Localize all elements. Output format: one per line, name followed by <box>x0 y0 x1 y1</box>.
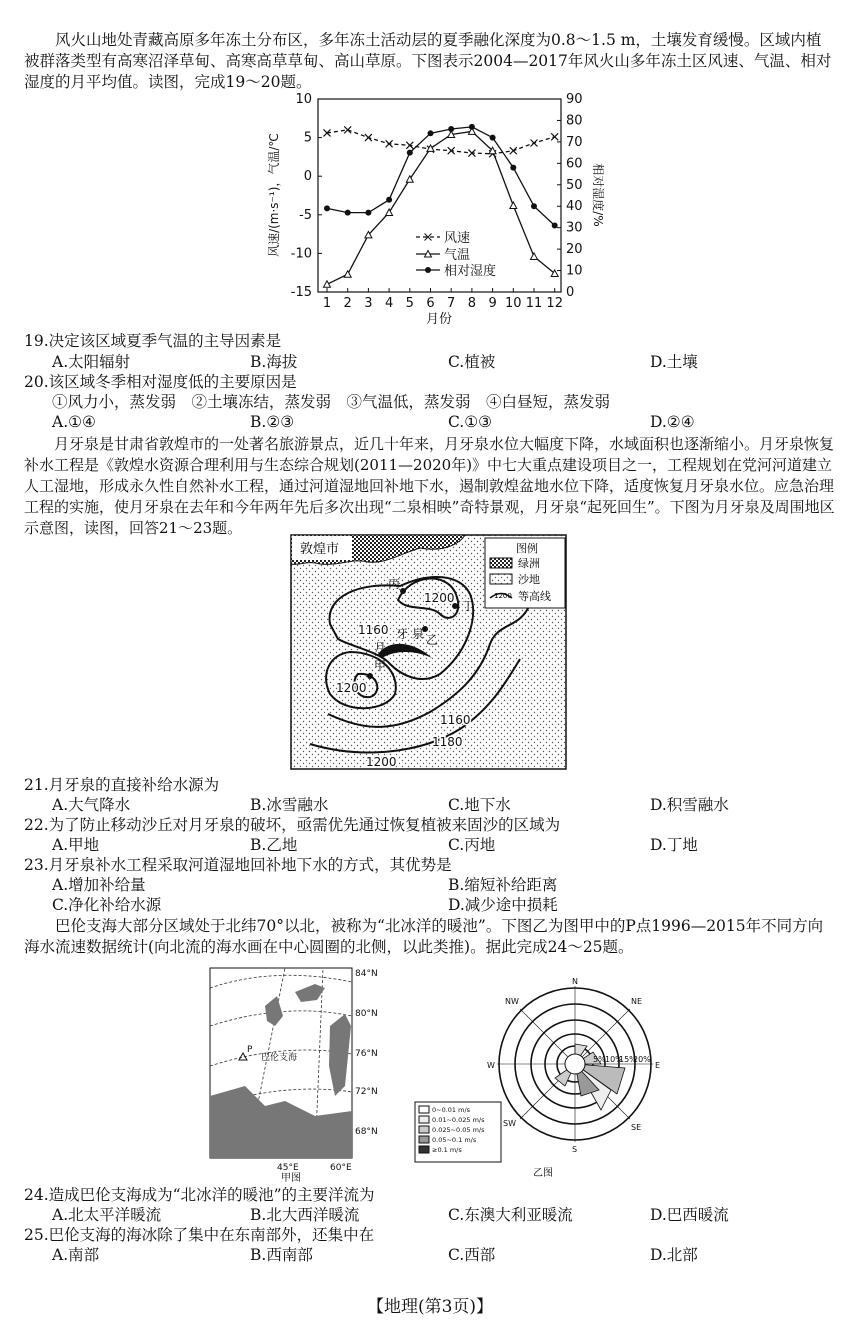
x-tick-label: 10 <box>505 296 522 311</box>
legend-item: 0.05~0.1 m/s <box>432 1136 477 1144</box>
y-left-tick-label: -5 <box>299 207 312 223</box>
q22-option-c[interactable]: C.丙地 <box>448 836 496 854</box>
legend-item: 0.025~0.05 m/s <box>432 1126 485 1134</box>
x-tick-label: 8 <box>467 296 477 311</box>
q20-option-a[interactable]: A.①④ <box>52 413 96 431</box>
spring-char-2: 牙 <box>396 627 409 641</box>
q22-option-d[interactable]: D.丁地 <box>650 836 698 854</box>
q21-option-a[interactable]: A.大气降水 <box>52 796 131 814</box>
label-ding: 丁 <box>462 599 475 613</box>
q19-stem: 19.决定该区域夏季气温的主导因素是 <box>24 332 282 350</box>
city-label: 敦煌市 <box>300 542 340 557</box>
rose-legend <box>415 1102 501 1162</box>
x-tick-label: 11 <box>525 296 543 311</box>
humidity-point <box>365 210 371 216</box>
label-yi: 乙 <box>426 633 439 647</box>
dir-ne: NE <box>631 997 643 1006</box>
legend-item: 0.01~0.025 m/s <box>432 1116 485 1124</box>
legend-sand: 沙地 <box>518 573 540 586</box>
wind-speed-point <box>510 147 517 154</box>
humidity-point <box>469 124 475 130</box>
temperature-point <box>510 202 517 209</box>
temperature-point <box>344 271 351 278</box>
humidity-point <box>448 126 454 132</box>
q19-option-a[interactable]: A.太阳辐射 <box>52 353 131 371</box>
wind-speed-point <box>531 140 538 147</box>
map-legend <box>485 538 565 608</box>
q25-option-c[interactable]: C.西部 <box>448 1246 496 1264</box>
q19-option-d[interactable]: D.土壤 <box>650 353 698 371</box>
pct-label: 5% <box>593 1055 606 1064</box>
climate-chart <box>260 92 605 330</box>
dir-se: SE <box>631 1123 642 1132</box>
q21-option-d[interactable]: D.积雪融水 <box>650 796 729 814</box>
humidity-point <box>531 203 537 209</box>
dir-n: N <box>572 977 578 986</box>
q23-stem: 23.月牙泉补水工程采取河道湿地回补地下水的方式，其优势是 <box>24 856 452 874</box>
contour-label: 1200 <box>366 755 397 769</box>
q23-option-a[interactable]: A.增加补给量 <box>52 876 146 894</box>
y-left-axis-label: 风速/(m·s⁻¹)，气温/℃ <box>267 133 281 257</box>
x-tick-label: 12 <box>546 296 563 311</box>
q24-stem: 24.造成巴伦支海成为“北冰洋的暖池”的主要洋流为 <box>24 1186 375 1204</box>
q24-option-b[interactable]: B.北大西洋暖流 <box>250 1206 360 1224</box>
y-left-tick-label: -10 <box>290 246 312 262</box>
spring-char-3: 泉 <box>412 627 425 641</box>
wind-speed-point <box>551 133 558 140</box>
figB-caption: 乙图 <box>533 1168 553 1179</box>
y-right-tick-label: 30 <box>566 220 583 236</box>
point-p-label: P <box>247 1045 253 1055</box>
q24-option-d[interactable]: D.巴西暖流 <box>650 1206 729 1224</box>
contour-label: 1200 <box>336 681 367 695</box>
x-tick-label: 1 <box>322 296 332 311</box>
current-rose-diagram <box>405 977 675 1186</box>
humidity-point <box>428 130 434 136</box>
q22-option-a[interactable]: A.甲地 <box>52 836 100 854</box>
legend-contour: 等高线 <box>518 590 551 603</box>
wind-speed-point <box>344 126 351 133</box>
lon-label: 45°E <box>277 1163 299 1173</box>
q20-option-d[interactable]: D.②④ <box>650 413 695 431</box>
contour-label: 1160 <box>440 713 471 727</box>
legend-contour-value: 1200 <box>494 592 512 600</box>
q23-option-c[interactable]: C.净化补给水源 <box>52 896 162 914</box>
q20-stem: 20.该区域冬季相对湿度低的主要原因是 <box>24 373 297 391</box>
x-tick-label: 2 <box>343 296 352 311</box>
legend-marker <box>425 267 431 273</box>
q20-option-c[interactable]: C.①③ <box>448 413 493 431</box>
intro-paragraph-2: 月牙泉是甘肃省敦煌市的一处著名旅游景点，近几十年来，月牙泉水位大幅度下降，水域面积也逐渐缩小。月牙泉恢复补水工程是《敦煌水资源合理利用与生态综合规划(2011—2020年)》中七大重点建设项目之一，工程规划在党河河道建立人工湿地，形成永久性自然补水工程，通过河道湿地回补地下水，遏制敦煌盆地水位下降，适度恢复月牙泉水位。应急治理工程的实施，使月牙泉在去年和今年两年先后多次出现“二泉相映”奇特景观，月牙泉“起死回生”。下图为月牙泉及周围地区示意图，读图，回答21～23题。 <box>24 435 835 537</box>
q24-option-a[interactable]: A.北太平洋暖流 <box>52 1206 162 1224</box>
wind-speed-point <box>386 140 393 147</box>
pct-label: 15% <box>619 1055 637 1064</box>
humidity-point <box>490 135 496 141</box>
dir-s: S <box>572 1145 578 1154</box>
barents-sea-map <box>205 966 395 1184</box>
temperature-point <box>531 253 538 260</box>
q20-items: ①风力小，蒸发弱 ②土壤冻结，蒸发弱 ③气温低，蒸发弱 ④白昼短，蒸发弱 <box>52 393 611 411</box>
spring-char-1: 月 <box>374 641 387 655</box>
temperature-point <box>324 281 331 288</box>
legend-item: 0~0.01 m/s <box>432 1106 471 1114</box>
y-right-tick-label: 90 <box>566 92 583 107</box>
dir-nw: NW <box>505 997 519 1006</box>
lat-label: 68°N <box>355 1127 378 1137</box>
y-right-tick-label: 10 <box>566 263 583 279</box>
q23-option-b[interactable]: B.缩短补给距离 <box>448 876 558 894</box>
contour-label: 1180 <box>432 735 463 749</box>
label-jia: 甲 <box>374 659 387 673</box>
q24-option-c[interactable]: C.东澳大利亚暖流 <box>448 1206 573 1224</box>
y-right-tick-label: 0 <box>566 285 575 300</box>
q22-option-b[interactable]: B.乙地 <box>250 836 298 854</box>
lat-label: 84°N <box>355 969 378 979</box>
contour-label: 1200 <box>424 591 455 605</box>
legend-label: 风速 <box>444 231 471 246</box>
legend-item: ≥0.1 m/s <box>432 1146 462 1154</box>
lat-label: 80°N <box>355 1009 378 1019</box>
y-left-tick-label: -15 <box>290 285 312 300</box>
q25-option-b[interactable]: B.西南部 <box>250 1246 313 1264</box>
q20-option-b[interactable]: B.②③ <box>250 413 295 431</box>
y-left-tick-label: 5 <box>303 130 312 146</box>
x-tick-label: 3 <box>364 296 373 311</box>
dir-sw: SW <box>503 1119 516 1128</box>
series-line-1 <box>327 131 555 284</box>
humidity-point <box>510 165 516 171</box>
q25-option-d[interactable]: D.北部 <box>650 1246 698 1264</box>
plot-frame <box>318 99 561 292</box>
figA-caption: 甲图 <box>281 1173 301 1184</box>
q22-stem: 22.为了防止移动沙丘对月牙泉的破坏，亟需优先通过恢复植被来固沙的区域为 <box>24 816 561 834</box>
x-axis-label: 月份 <box>425 312 453 327</box>
q21-option-c[interactable]: C.地下水 <box>448 796 511 814</box>
temperature-point <box>386 209 393 216</box>
q21-option-b[interactable]: B.冰雪融水 <box>250 796 329 814</box>
q25-stem: 25.巴伦支海的海冰除了集中在东南部外，还集中在 <box>24 1226 375 1244</box>
pct-label: 20% <box>633 1055 651 1064</box>
dir-w: W <box>487 1061 495 1070</box>
x-tick-label: 6 <box>426 296 435 311</box>
legend-oasis: 绿洲 <box>518 557 540 570</box>
humidity-point <box>324 205 330 211</box>
y-right-tick-label: 80 <box>566 113 583 129</box>
y-right-axis-label: 相对湿度/% <box>591 163 605 227</box>
q23-option-d[interactable]: D.减少途中损耗 <box>448 896 558 914</box>
y-right-tick-label: 60 <box>566 156 583 172</box>
y-left-tick-label: 10 <box>295 92 312 107</box>
contour-label: 1160 <box>358 623 389 637</box>
humidity-point <box>345 210 351 216</box>
x-tick-label: 9 <box>488 296 497 311</box>
y-right-tick-label: 40 <box>566 199 583 215</box>
y-right-tick-label: 70 <box>566 134 583 150</box>
page-footer: 【地理(第3页)】 <box>366 1297 494 1317</box>
legend-label: 相对湿度 <box>444 264 497 279</box>
legend-title: 图例 <box>516 542 538 555</box>
y-right-tick-label: 20 <box>566 242 583 258</box>
x-tick-label: 4 <box>384 296 394 311</box>
y-right-tick-label: 50 <box>566 177 583 193</box>
pct-label: 10% <box>605 1055 623 1064</box>
q25-option-a[interactable]: A.南部 <box>52 1246 100 1264</box>
x-tick-label: 5 <box>405 296 414 311</box>
x-tick-label: 7 <box>447 296 456 311</box>
lon-label: 60°E <box>330 1163 352 1173</box>
wind-speed-point <box>365 134 372 141</box>
dir-e: E <box>655 1061 661 1070</box>
lat-label: 76°N <box>355 1049 378 1059</box>
legend-label: 气温 <box>444 248 471 263</box>
intro-paragraph-1: 风火山地处青藏高原多年冻土分布区，多年冻土活动层的夏季融化深度为0.8～1.5 m，土壤发育缓慢。区域内植被群落类型有高寒沼泽草甸、高寒高草草甸、高山草原。下图表示2004—2017年风火山多年冻土区风速、气温、相对湿度的月平均值。读图，完成19～20题。 <box>24 31 832 91</box>
lat-label: 72°N <box>355 1087 378 1097</box>
q21-stem: 21.月牙泉的直接补给水源为 <box>24 776 220 794</box>
q19-option-c[interactable]: C.植被 <box>448 353 496 371</box>
intro-paragraph-3: 巴伦支海大部分区域处于北纬70°以北，被称为“北冰洋的暖池”。下图乙为图甲中的P点1996—2015年不同方向海水流速数据统计(向北流的海水画在中心圆圈的北侧，以此类推)。据此完成24～25题。 <box>24 917 824 956</box>
label-bing: 丙 <box>388 577 401 591</box>
humidity-point <box>386 197 392 203</box>
humidity-point <box>552 223 558 229</box>
humidity-point <box>407 150 413 156</box>
y-left-tick-label: 0 <box>303 169 312 185</box>
rose-petals <box>555 1044 625 1110</box>
q19-option-b[interactable]: B.海拔 <box>250 353 298 371</box>
sea-label: 巴伦支海 <box>261 1053 298 1063</box>
crescent-spring-map <box>290 534 582 772</box>
